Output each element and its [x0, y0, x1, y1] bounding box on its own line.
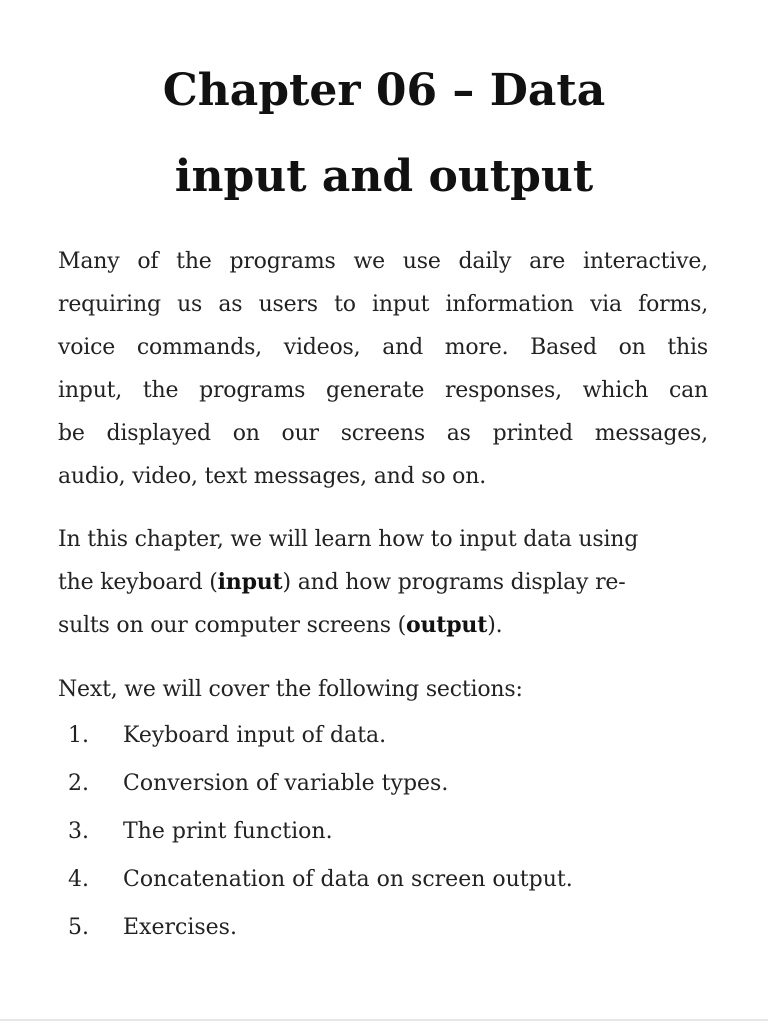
sections-intro: Next, we will cover the following sections: [58, 677, 523, 702]
word: messages, [594, 421, 708, 446]
word: interactive, [583, 249, 708, 274]
scope-line-2-after: ) and how programs display re- [282, 570, 626, 595]
word: the [176, 249, 212, 274]
chapter-title-line-1: Chapter 06 – Data [162, 65, 606, 116]
scope-line-2 [58, 561, 708, 604]
intro-line-2 [58, 283, 708, 326]
word: the [142, 378, 179, 403]
word: on [232, 421, 260, 446]
intro-line-5 [58, 412, 708, 455]
list-item-text: Exercises. [123, 915, 237, 940]
word: daily [458, 249, 512, 274]
list-item-number: 1. [68, 723, 89, 748]
word: printed [492, 421, 573, 446]
word: generate [326, 378, 425, 403]
word: programs [199, 378, 306, 403]
list-item-text: Concatenation of data on screen output. [123, 867, 573, 892]
word: displayed [106, 421, 211, 446]
list-item-number: 5. [68, 915, 89, 940]
word: information [445, 292, 574, 317]
word: forms, [638, 292, 708, 317]
word: Based [530, 335, 597, 360]
list-item [58, 808, 708, 856]
word: input, [58, 378, 123, 403]
word: which [582, 378, 649, 403]
word: voice [58, 335, 116, 360]
word: Many [58, 249, 120, 274]
list-item [58, 760, 708, 808]
word: users [258, 292, 318, 317]
scope-line-3-before: sults on our computer screens ( [58, 613, 407, 638]
intro-line-6: audio, video, text messages, and so on. [58, 464, 486, 489]
list-item-text: Keyboard input of data. [123, 723, 387, 748]
word: and [382, 335, 423, 360]
word: screens [340, 421, 425, 446]
word: videos, [283, 335, 361, 360]
chapter-title-line-2: input and output [174, 151, 594, 202]
word: use [402, 249, 441, 274]
word: on [618, 335, 646, 360]
list-item-number: 3. [68, 819, 89, 844]
intro-line-3 [58, 326, 708, 369]
word: we [353, 249, 385, 274]
word: as [218, 292, 243, 317]
word: can [668, 378, 708, 403]
word: input [372, 292, 430, 317]
list-item [58, 712, 708, 760]
scope-line-3-after: ). [487, 613, 503, 638]
word: responses, [444, 378, 562, 403]
scope-line-2-before: the keyboard ( [58, 570, 218, 595]
list-item-text: Conversion of variable types. [123, 771, 449, 796]
scope-line-1: In this chapter, we will learn how to input data using [58, 527, 639, 552]
intro-line-1 [58, 240, 708, 283]
output-keyword: output [406, 612, 488, 638]
input-keyword: input [217, 569, 283, 595]
intro-line-4 [58, 369, 708, 412]
word: as [446, 421, 471, 446]
scope-line-3 [58, 604, 708, 647]
word: requiring [58, 292, 161, 317]
chapter-title [0, 48, 768, 220]
word: via [589, 292, 622, 317]
word: are [529, 249, 566, 274]
word: be [58, 421, 85, 446]
word: more. [444, 335, 509, 360]
list-item-number: 2. [68, 771, 89, 796]
word: us [177, 292, 203, 317]
list-item [58, 856, 708, 904]
word: our [281, 421, 319, 446]
word: commands, [136, 335, 262, 360]
word: programs [229, 249, 336, 274]
intro-paragraph [58, 240, 708, 498]
page-bottom-divider [0, 1019, 768, 1021]
word: of [137, 249, 159, 274]
chapter-scope-paragraph [58, 518, 708, 647]
list-item-text: The print function. [123, 819, 333, 844]
list-item [58, 904, 708, 952]
word: to [334, 292, 356, 317]
sections-list [58, 712, 708, 952]
list-item-number: 4. [68, 867, 89, 892]
word: this [667, 335, 708, 360]
